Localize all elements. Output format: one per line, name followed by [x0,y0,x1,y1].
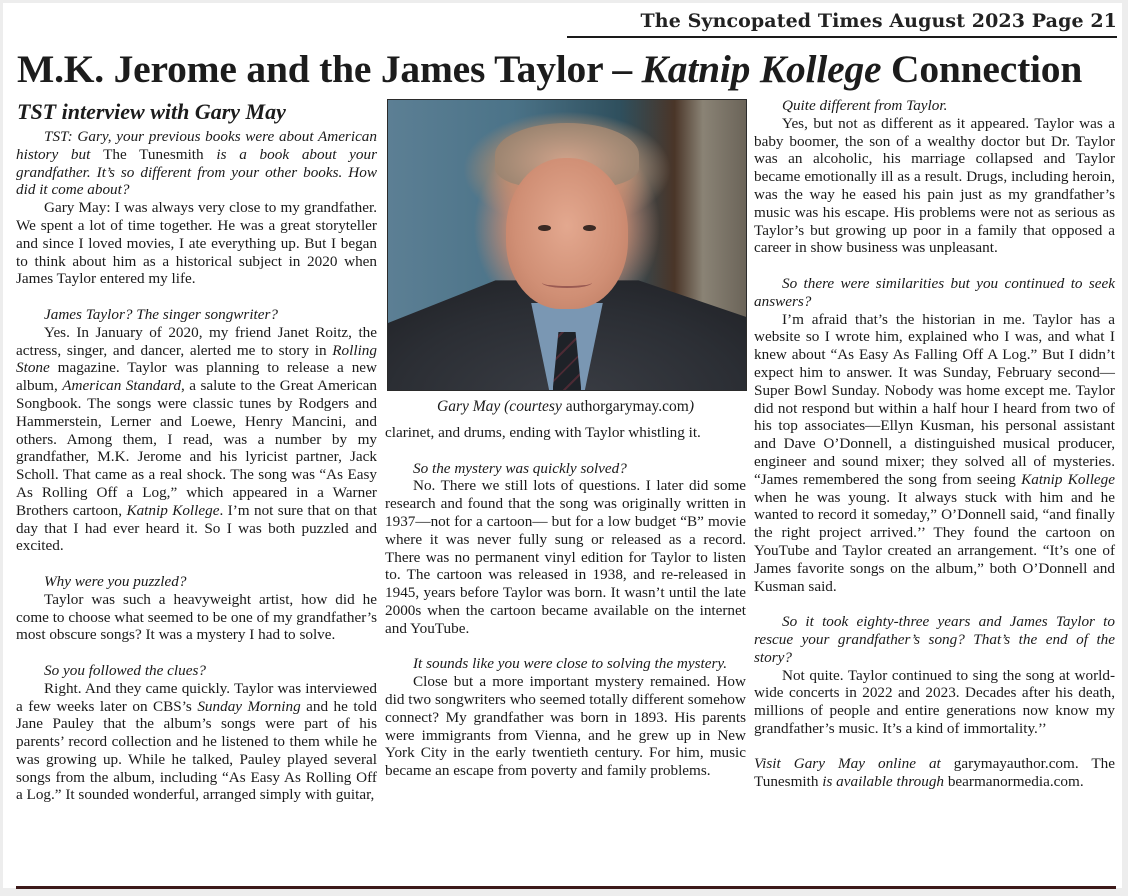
answer-1: Gary May: I was always very close to my grandfather. We spent a lot of time together. He was a great storyteller and since I loved movies, I ate everything up. But I began to think about him as a historical subject in 2020 when James Taylor entered my life. [16,199,377,288]
promo-period: . [1079,773,1084,791]
answer-2 [16,324,377,555]
answer-text: when he was young. It always stuck with him and he wanted to record it someday,” O’Donnell said, “and finally the right project arrived.’’ They found the cartoon on YouTube and Taylor created an arrangement. “It’s one of James favorite songs on the album,” both O’Donnell and Kusman said. [754,488,1115,595]
promo-italic: Visit Gary May online at [754,755,954,773]
publisher-website-link[interactable]: bearmanormedia.com [947,773,1080,791]
question-text: is a book about your grandfather. It’s so different from your other books. How did it come about? [16,145,377,199]
caption-italic: Gary May (courtesy [437,398,566,415]
question-1 [16,128,377,199]
answer-text: I’m afraid that’s the historian in me. Taylor has a website so I wrote him, explained who I was, and what I knew about “As Easy As Falling Off A Log.” But I didn’t expect him to answer. It was Sunday, February second—Super Bowl Sunday. Nobody was home except me. Taylor did not respond but within a half hour I heard from two of his top associates—Ellyn Kusman, his personal assistant and Dave O’Donnell, a distinguished musical producer, engineer and sound mixer; they solved all of mysteries. “James remembered the song from seeing [754,310,1115,488]
article-column-1 [16,99,377,804]
answer-7: Yes, but not as different as it appeared. Taylor was a baby boomer, the son of a wealthy doctor but Dr. Taylor was an alcoholic, his marriage collapsed and Taylor became emotionally ill as a result. Drugs, including heroin, was the way he eased his pain just as my grandfather’s music was his escape. His problems were not as serious as Taylor’s but growing up poor in a family that opposed a career in show business was unpleasant. [754,114,1115,257]
album-title: American Standard [62,377,181,395]
question-9: So it took eighty-three years and James Taylor to rescue your grandfather’s song? That’s the end of the story? [754,613,1115,666]
question-5: So the mystery was quickly solved? [413,459,627,477]
article-subhead: TST interview with Gary May [17,99,286,124]
question-text: TST: Gary, your previous books were about American history but [16,128,377,163]
answer-9: Not quite. Taylor continued to sing the song at world-wide concerts in 2022 and 2023. Decades after his death, millions of people and entire generations now know my grandfather’s music. It’s a kind of immortality.’’ [754,666,1115,737]
answer-3: Taylor was such a heavyweight artist, how did he come to choose what seemed to be one of my grandfather’s most obscure songs? It was a mystery I had to solve. [16,590,377,644]
headline-part-1: M.K. Jerome and the James Taylor – [17,47,642,91]
question-3: Why were you puzzled? [44,572,187,590]
magazine-title: Rolling Stone [16,341,377,377]
photo-eye-left [538,225,551,231]
answer-text: magazine. Taylor was planning to release a new album, [16,359,377,395]
running-head: The Syncopated Times August 2023 Page 21 [567,9,1117,38]
promo-book-title: . The Tunesmith [754,755,1115,791]
caption-close: ) [688,398,694,415]
cartoon-title: Katnip Kollege [1021,470,1115,488]
caption-website: authorgarymay.com [565,398,689,415]
headline-italic-title: Katnip Kollege [641,47,882,91]
answer-6: Close but a more important mystery remained. How did two songwriters who seemed totally different somehow connect? My grandfather was born in 1893. His parents were immigrants from Vienna, and he grew up in New York City in the early twentieth century. For him, music became an escape from poverty and family problems. [385,673,746,780]
question-7: Quite different from Taylor. [782,97,948,114]
answer-4-continued: clarinet, and drums, ending with Taylor whistling it. [385,424,701,441]
article-column-3 [754,97,1115,791]
answer-5: No. There we still lots of questions. I later did some research and found that the song was originally written in 1937—not for a cartoon— but for a low budget “B” movie where it was never fully sung or released as a record. There was no permanent vinyl edition for Taylor to listen to. The cartoon was released in 1938, and re-released in 1945, years before Taylor was born. It wasn’t until the late 2000s when the cartoon became available on the internet and YouTube. [385,477,746,637]
answer-text: Right. And they came quickly. Taylor was interviewed a few weeks later on CBS’s [16,679,377,715]
question-2: James Taylor? The singer songwriter? [44,305,279,323]
cartoon-title: Katnip Kollege [126,501,220,519]
book-title: The Tunesmith [103,145,204,163]
article-column-2 [385,95,746,780]
answer-8 [754,311,1115,596]
promo-italic: is available through [818,773,948,791]
article-headline [17,45,1117,93]
photo-eye-right [583,225,596,231]
answer-text: and he told Jane Pauley that the album’s songs were part of his parents’ record collection and he listened to them while he was growing up. While he talked, Pauley played several songs from the album, including “As Easy As Rolling Off a Log.” It sounded wonderful, arranged simply with guitar, [16,697,377,804]
show-title: Sunday Morning [197,697,301,715]
bottom-rule [16,886,1116,889]
author-website-link[interactable]: garymayauthor.com [953,755,1075,773]
author-photo [387,99,747,391]
question-8: So there were similarities but you continued to seek answers? [754,274,1115,310]
author-promo [754,755,1115,791]
newspaper-page [3,3,1122,888]
answer-text: Yes. In January of 2020, my friend Janet Roitz, the actress, singer, and dancer, alerted me to story in [16,323,377,359]
answer-text: , a salute to the Great American Songbook. The songs were classic tunes by Rodgers and Hammerstein, Lerner and Loewe, Henry Mancini, and others. Among them, I read, was a number by my grandfather, M.K. Jerome and his lyricist partner, Jack Scholl. That came as a real shock. The song was “As Easy As Rolling Off a Log,” which appeared in a Warner Brothers cartoon, [16,377,377,519]
answer-text: . I’m not sure that on that day that I had ever heard it. So I was both puzzled and excited. [16,501,378,555]
photo-mouth-shape [542,277,592,288]
headline-part-2: Connection [881,47,1083,91]
question-6: It sounds like you were close to solving the mystery. [413,655,728,673]
answer-4 [16,680,377,805]
photo-caption [385,397,746,417]
question-4: So you followed the clues? [44,661,206,679]
